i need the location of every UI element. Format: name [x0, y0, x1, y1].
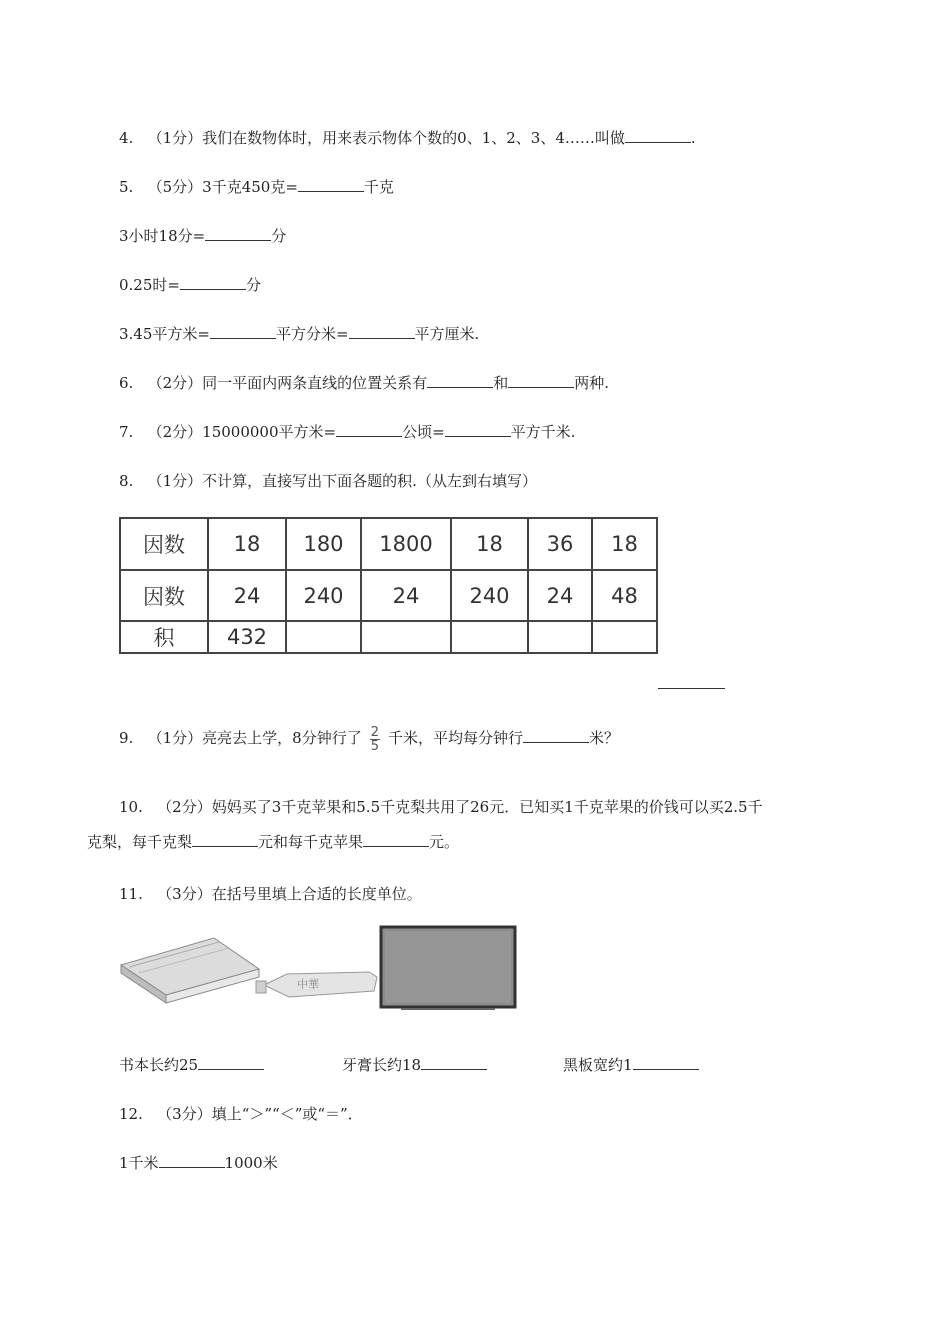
table-cell: 432	[208, 621, 286, 653]
question-5: 5. （5分）3千克450克= 千克	[119, 178, 394, 196]
table-cell: 18	[208, 518, 286, 570]
question-12-line-1: 1千米 1000米	[119, 1154, 278, 1172]
table-cell: 18	[592, 518, 657, 570]
table-cell: 48	[592, 570, 657, 621]
pictures-svg	[119, 925, 519, 1020]
table-cell: 积	[120, 621, 208, 653]
table-cell[interactable]	[528, 621, 592, 653]
question-6: 6. （2分）同一平面内两条直线的位置关系有 和 两种.	[119, 374, 609, 392]
answer-blank[interactable]	[633, 1055, 699, 1070]
answer-blank[interactable]	[421, 1055, 487, 1070]
question-number: 9.	[119, 729, 134, 747]
answer-blank[interactable]	[205, 226, 271, 241]
question-text: 我们在数物体时，用来表示物体个数的0、1、2、3、4……叫做	[202, 129, 625, 147]
question-number: 7.	[119, 423, 134, 441]
table-cell[interactable]	[451, 621, 528, 653]
question-5-line-2: 3小时18分= 分	[119, 227, 287, 245]
answer-blank[interactable]	[192, 832, 258, 847]
table-row	[120, 518, 657, 570]
table-cell: 因数	[120, 518, 208, 570]
answer-blank[interactable]	[658, 688, 725, 689]
caption-book: 书本长约25	[119, 1054, 264, 1075]
table-row	[120, 570, 657, 621]
question-7: 7. （2分）15000000平方米= 公顷= 平方千米.	[119, 423, 576, 441]
table-cell: 因数	[120, 570, 208, 621]
question-score: （1分）	[147, 472, 203, 490]
question-score: （1分）	[147, 729, 203, 747]
table-cell: 24	[361, 570, 451, 621]
question-5-line-3: 0.25时= 分	[119, 276, 261, 294]
question-5-line-4: 3.45平方米= 平方分米= 平方厘米.	[119, 325, 480, 343]
toothpaste-image	[256, 972, 377, 997]
caption-toothpaste: 牙膏长约18	[342, 1054, 487, 1075]
question-number: 4.	[119, 129, 134, 147]
table-cell: 24	[208, 570, 286, 621]
question-12	[119, 1104, 363, 1124]
question-score: （3分）	[157, 1105, 212, 1123]
answer-blank[interactable]	[198, 1055, 264, 1070]
question-number: 12.	[119, 1105, 143, 1123]
question-9: 9. （1分）亮亮去上学，8分钟行了 $\frac{2}{5}$ 千米，平均每分钟行 米？	[119, 724, 620, 754]
question-score: （3分）	[157, 885, 212, 903]
question-number: 11.	[119, 885, 143, 903]
question-8	[119, 471, 537, 491]
table-cell: 36	[528, 518, 592, 570]
question-number: 8.	[119, 472, 134, 490]
answer-blank[interactable]	[508, 373, 574, 388]
answer-blank[interactable]	[336, 422, 402, 437]
question-score: （2分）	[147, 423, 203, 441]
question-10: 10. （2分）妈妈买了3千克苹果和5.5千克梨共用了26元．已知买1千克苹果的价钱可以买2.5千	[119, 798, 763, 816]
toothpaste-brand: 中華	[297, 978, 319, 991]
table-cell: 240	[451, 570, 528, 621]
fraction: $\frac{2}{5}$	[370, 724, 379, 754]
question-11	[119, 884, 422, 904]
table-cell[interactable]	[286, 621, 361, 653]
answer-blank[interactable]	[523, 728, 589, 743]
answer-blank[interactable]	[159, 1153, 225, 1168]
table-cell: 180	[286, 518, 361, 570]
question-number: 10.	[119, 798, 143, 816]
table-cell: 24	[528, 570, 592, 621]
question-text: 在括号里填上合适的长度单位。	[211, 885, 422, 903]
table-cell[interactable]	[361, 621, 451, 653]
question-10-line-2: 克梨，每千克梨 元和每千克苹果 元。	[87, 833, 460, 851]
question-text: 填上“＞”“＜”或“＝”．	[211, 1105, 363, 1123]
question-number: 6.	[119, 374, 134, 392]
table-row	[120, 621, 657, 653]
question-score: （1分）	[147, 129, 203, 147]
table-cell: 1800	[361, 518, 451, 570]
question-number: 5.	[119, 178, 134, 196]
answer-blank[interactable]	[363, 832, 429, 847]
table-cell[interactable]	[592, 621, 657, 653]
answer-blank[interactable]	[298, 177, 364, 192]
answer-blank[interactable]	[349, 324, 415, 339]
question-score: （2分）	[147, 374, 203, 392]
factor-table	[119, 517, 658, 654]
answer-blank[interactable]	[180, 275, 246, 290]
table-cell: 240	[286, 570, 361, 621]
unit-pictures	[119, 925, 519, 1020]
question-4: 4. （1分）我们在数物体时，用来表示物体个数的0、1、2、3、4……叫做 .	[119, 129, 696, 147]
question-score: （5分）	[147, 178, 203, 196]
table-cell: 18	[451, 518, 528, 570]
answer-blank[interactable]	[625, 128, 691, 143]
caption-blackboard: 黑板宽约1	[563, 1054, 699, 1075]
answer-blank[interactable]	[427, 373, 493, 388]
answer-blank[interactable]	[445, 422, 511, 437]
question-score: （2分）	[157, 798, 212, 816]
book-image	[121, 938, 259, 1003]
answer-blank[interactable]	[210, 324, 276, 339]
blackboard-image	[381, 927, 515, 1009]
question-text: 不计算，直接写出下面各题的积.（从左到右填写）	[202, 472, 537, 490]
